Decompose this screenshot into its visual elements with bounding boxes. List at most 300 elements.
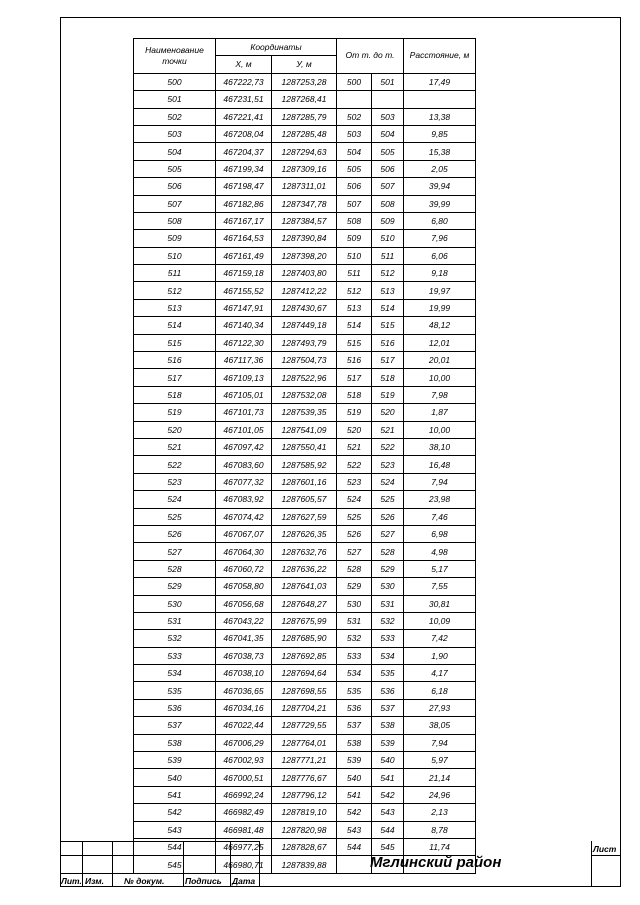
from-point-cell: 536 [337,699,372,716]
y-coordinate-cell: 1287430,67 [272,299,337,316]
to-point-cell: 528 [372,543,404,560]
table-row [134,595,476,612]
x-coordinate-cell: 467182,86 [216,195,272,212]
point-name-cell: 534 [134,665,216,682]
table-row [134,247,476,264]
point-name-cell: 524 [134,491,216,508]
header-from-to: От т. до т. [337,39,404,74]
y-coordinate-cell: 1287285,48 [272,125,337,142]
table-header-row [134,39,476,56]
to-point-cell: 544 [372,821,404,838]
point-name-cell: 527 [134,543,216,560]
header-y: У, м [272,56,337,73]
to-point-cell: 515 [372,317,404,334]
to-point-cell: 507 [372,178,404,195]
distance-cell: 4,17 [404,665,476,682]
x-coordinate-cell: 467161,49 [216,247,272,264]
from-point-cell: 508 [337,212,372,229]
table-row [134,491,476,508]
to-point-cell: 520 [372,404,404,421]
distance-cell: 8,78 [404,821,476,838]
x-coordinate-cell: 467006,29 [216,734,272,751]
table-row [134,91,476,108]
from-point-cell: 531 [337,612,372,629]
from-point-cell: 521 [337,438,372,455]
table-row [134,108,476,125]
to-point-cell: 517 [372,352,404,369]
point-name-cell: 509 [134,230,216,247]
to-point-cell: 524 [372,473,404,490]
table-row [134,195,476,212]
table-row [134,734,476,751]
from-point-cell: 527 [337,543,372,560]
point-name-cell: 515 [134,334,216,351]
point-name-cell: 528 [134,560,216,577]
to-point-cell: 536 [372,682,404,699]
distance-cell: 10,00 [404,421,476,438]
y-coordinate-cell: 1287253,28 [272,73,337,90]
to-point-cell: 522 [372,438,404,455]
y-coordinate-cell: 1287820,98 [272,821,337,838]
x-coordinate-cell: 467002,93 [216,752,272,769]
point-name-cell: 513 [134,299,216,316]
x-coordinate-cell: 467064,30 [216,543,272,560]
point-name-cell: 538 [134,734,216,751]
distance-cell: 17,49 [404,73,476,90]
distance-cell: 7,94 [404,734,476,751]
point-name-cell: 526 [134,525,216,542]
point-name-cell: 541 [134,786,216,803]
point-name-cell: 500 [134,73,216,90]
y-coordinate-cell: 1287819,10 [272,804,337,821]
distance-cell: 6,98 [404,525,476,542]
to-point-cell: 537 [372,699,404,716]
x-coordinate-cell: 467117,36 [216,352,272,369]
x-coordinate-cell: 466982,49 [216,804,272,821]
point-name-cell: 536 [134,699,216,716]
y-coordinate-cell: 1287694,64 [272,665,337,682]
to-point-cell: 543 [372,804,404,821]
x-coordinate-cell: 466992,24 [216,786,272,803]
document-title: Мглинский район [370,854,502,871]
title-block [60,841,621,887]
table-row [134,560,476,577]
distance-cell: 9,85 [404,125,476,142]
y-coordinate-cell: 1287685,90 [272,630,337,647]
y-coordinate-cell: 1287698,55 [272,682,337,699]
x-coordinate-cell: 466977,25 [216,838,272,855]
to-point-cell: 513 [372,282,404,299]
to-point-cell: 504 [372,125,404,142]
distance-cell: 48,12 [404,317,476,334]
to-point-cell: 518 [372,369,404,386]
coordinates-table [133,38,476,874]
point-name-cell: 517 [134,369,216,386]
point-name-cell: 539 [134,752,216,769]
y-coordinate-cell: 1287539,35 [272,404,337,421]
point-name-cell: 503 [134,125,216,142]
table-row [134,438,476,455]
table-row [134,821,476,838]
table-row [134,769,476,786]
to-point-cell: 503 [372,108,404,125]
from-point-cell: 505 [337,160,372,177]
table-row [134,212,476,229]
to-point-cell: 542 [372,786,404,803]
to-point-cell: 521 [372,421,404,438]
to-point-cell: 534 [372,647,404,664]
to-point-cell: 540 [372,752,404,769]
table-row [134,473,476,490]
x-coordinate-cell: 467056,68 [216,595,272,612]
distance-cell: 1,90 [404,647,476,664]
x-coordinate-cell: 467097,42 [216,438,272,455]
header-coordinates: Координаты [216,39,337,56]
distance-cell: 2,13 [404,804,476,821]
to-point-cell: 529 [372,560,404,577]
table-row [134,73,476,90]
table-row [134,317,476,334]
y-coordinate-cell: 1287347,78 [272,195,337,212]
from-point-cell: 538 [337,734,372,751]
to-point-cell: 511 [372,247,404,264]
y-coordinate-cell: 1287311,01 [272,178,337,195]
distance-cell [404,91,476,108]
to-point-cell: 538 [372,717,404,734]
table-row [134,160,476,177]
label-sheet: Лист [593,844,617,854]
to-point-cell [372,91,404,108]
distance-cell: 1,87 [404,404,476,421]
y-coordinate-cell: 1287390,84 [272,230,337,247]
point-name-cell: 519 [134,404,216,421]
x-coordinate-cell: 467083,60 [216,456,272,473]
from-point-cell: 537 [337,717,372,734]
point-name-cell: 544 [134,838,216,855]
to-point-cell: 516 [372,334,404,351]
distance-cell: 19,97 [404,282,476,299]
to-point-cell: 526 [372,508,404,525]
from-point-cell: 539 [337,752,372,769]
point-name-cell: 525 [134,508,216,525]
table-row [134,421,476,438]
from-point-cell: 519 [337,404,372,421]
distance-cell: 23,98 [404,491,476,508]
distance-cell: 16,48 [404,456,476,473]
from-point-cell: 530 [337,595,372,612]
from-point-cell: 515 [337,334,372,351]
from-point-cell: 514 [337,317,372,334]
x-coordinate-cell: 467036,65 [216,682,272,699]
distance-cell: 6,18 [404,682,476,699]
x-coordinate-cell: 467167,17 [216,212,272,229]
distance-cell: 6,80 [404,212,476,229]
table-row [134,125,476,142]
point-name-cell: 508 [134,212,216,229]
from-point-cell: 516 [337,352,372,369]
to-point-cell: 530 [372,578,404,595]
x-coordinate-cell: 466980,71 [216,856,272,873]
to-point-cell: 532 [372,612,404,629]
y-coordinate-cell: 1287412,22 [272,282,337,299]
x-coordinate-cell: 467038,10 [216,665,272,682]
distance-cell: 7,96 [404,230,476,247]
y-coordinate-cell: 1287729,55 [272,717,337,734]
y-coordinate-cell: 1287384,57 [272,212,337,229]
x-coordinate-cell: 467000,51 [216,769,272,786]
y-coordinate-cell: 1287522,96 [272,369,337,386]
table-row [134,334,476,351]
distance-cell: 12,01 [404,334,476,351]
distance-cell: 19,99 [404,299,476,316]
from-point-cell: 523 [337,473,372,490]
point-name-cell: 505 [134,160,216,177]
x-coordinate-cell: 467058,80 [216,578,272,595]
x-coordinate-cell: 467041,35 [216,630,272,647]
to-point-cell: 533 [372,630,404,647]
distance-cell: 30,81 [404,595,476,612]
distance-cell: 10,09 [404,612,476,629]
x-coordinate-cell: 467060,72 [216,560,272,577]
label-signature: Подпись [185,876,222,886]
point-name-cell: 502 [134,108,216,125]
distance-cell: 39,99 [404,195,476,212]
y-coordinate-cell: 1287641,03 [272,578,337,595]
x-coordinate-cell: 467109,13 [216,369,272,386]
header-point-name: Наименование точки [134,39,216,74]
y-coordinate-cell: 1287771,21 [272,752,337,769]
distance-cell: 13,38 [404,108,476,125]
point-name-cell: 545 [134,856,216,873]
to-point-cell: 531 [372,595,404,612]
point-name-cell: 518 [134,386,216,403]
point-name-cell: 512 [134,282,216,299]
from-point-cell: 528 [337,560,372,577]
y-coordinate-cell: 1287632,76 [272,543,337,560]
table-row [134,682,476,699]
x-coordinate-cell: 467199,34 [216,160,272,177]
to-point-cell: 506 [372,160,404,177]
table-row [134,299,476,316]
distance-cell: 20,01 [404,352,476,369]
distance-cell: 5,97 [404,752,476,769]
table-row [134,282,476,299]
point-name-cell: 522 [134,456,216,473]
table-body [134,73,476,873]
point-name-cell: 532 [134,630,216,647]
distance-cell: 15,38 [404,143,476,160]
y-coordinate-cell: 1287627,59 [272,508,337,525]
y-coordinate-cell: 1287605,57 [272,491,337,508]
to-point-cell: 525 [372,491,404,508]
x-coordinate-cell: 467101,73 [216,404,272,421]
to-point-cell: 539 [372,734,404,751]
label-doc-number: № докум. [124,876,165,886]
x-coordinate-cell: 467222,73 [216,73,272,90]
y-coordinate-cell: 1287585,92 [272,456,337,473]
to-point-cell: 514 [372,299,404,316]
x-coordinate-cell: 467077,32 [216,473,272,490]
x-coordinate-cell: 467140,34 [216,317,272,334]
distance-cell: 27,93 [404,699,476,716]
x-coordinate-cell: 466981,48 [216,821,272,838]
x-coordinate-cell: 467231,51 [216,91,272,108]
distance-cell: 2,05 [404,160,476,177]
distance-cell: 7,94 [404,473,476,490]
distance-cell: 10,00 [404,369,476,386]
table-row [134,647,476,664]
y-coordinate-cell: 1287764,01 [272,734,337,751]
point-name-cell: 531 [134,612,216,629]
table-row [134,578,476,595]
to-point-cell: 523 [372,456,404,473]
distance-cell: 24,96 [404,786,476,803]
x-coordinate-cell: 467101,05 [216,421,272,438]
x-coordinate-cell: 467164,53 [216,230,272,247]
header-distance: Расстояние, м [404,39,476,74]
table-row [134,525,476,542]
point-name-cell: 542 [134,804,216,821]
to-point-cell: 501 [372,73,404,90]
point-name-cell: 521 [134,438,216,455]
table-row [134,699,476,716]
distance-cell: 21,14 [404,769,476,786]
point-name-cell: 510 [134,247,216,264]
distance-cell: 39,94 [404,178,476,195]
from-point-cell: 544 [337,838,372,855]
point-name-cell: 507 [134,195,216,212]
y-coordinate-cell: 1287403,80 [272,265,337,282]
distance-cell: 5,17 [404,560,476,577]
x-coordinate-cell: 467067,07 [216,525,272,542]
table-row [134,804,476,821]
y-coordinate-cell: 1287828,67 [272,838,337,855]
from-point-cell: 509 [337,230,372,247]
to-point-cell: 535 [372,665,404,682]
from-point-cell: 520 [337,421,372,438]
point-name-cell: 520 [134,421,216,438]
from-point-cell: 525 [337,508,372,525]
from-point-cell: 507 [337,195,372,212]
from-point-cell: 535 [337,682,372,699]
y-coordinate-cell: 1287532,08 [272,386,337,403]
from-point-cell: 513 [337,299,372,316]
y-coordinate-cell: 1287309,16 [272,160,337,177]
from-point-cell: 503 [337,125,372,142]
from-point-cell: 533 [337,647,372,664]
point-name-cell: 529 [134,578,216,595]
x-coordinate-cell: 467105,01 [216,386,272,403]
table-row [134,178,476,195]
x-coordinate-cell: 467221,41 [216,108,272,125]
point-name-cell: 511 [134,265,216,282]
from-point-cell: 510 [337,247,372,264]
point-name-cell: 501 [134,91,216,108]
from-point-cell: 524 [337,491,372,508]
y-coordinate-cell: 1287493,79 [272,334,337,351]
from-point-cell: 522 [337,456,372,473]
from-point-cell: 543 [337,821,372,838]
point-name-cell: 530 [134,595,216,612]
distance-cell: 6,06 [404,247,476,264]
distance-cell: 7,42 [404,630,476,647]
y-coordinate-cell: 1287449,18 [272,317,337,334]
point-name-cell: 516 [134,352,216,369]
y-coordinate-cell: 1287636,22 [272,560,337,577]
to-point-cell: 519 [372,386,404,403]
y-coordinate-cell: 1287294,63 [272,143,337,160]
to-point-cell: 545 [372,838,404,855]
x-coordinate-cell: 467204,37 [216,143,272,160]
x-coordinate-cell: 467198,47 [216,178,272,195]
y-coordinate-cell: 1287839,88 [272,856,337,873]
from-point-cell: 541 [337,786,372,803]
x-coordinate-cell: 467043,22 [216,612,272,629]
from-point-cell: 517 [337,369,372,386]
from-point-cell: 511 [337,265,372,282]
point-name-cell: 523 [134,473,216,490]
table-row [134,752,476,769]
from-point-cell: 529 [337,578,372,595]
from-point-cell: 542 [337,804,372,821]
to-point-cell: 512 [372,265,404,282]
x-coordinate-cell: 467122,30 [216,334,272,351]
table-row [134,543,476,560]
table-row [134,717,476,734]
y-coordinate-cell: 1287776,67 [272,769,337,786]
distance-cell: 38,10 [404,438,476,455]
to-point-cell: 541 [372,769,404,786]
y-coordinate-cell: 1287268,41 [272,91,337,108]
distance-cell: 11,74 [404,838,476,855]
y-coordinate-cell: 1287550,41 [272,438,337,455]
table-row [134,265,476,282]
from-point-cell: 512 [337,282,372,299]
distance-cell: 4,98 [404,543,476,560]
table-row [134,386,476,403]
y-coordinate-cell: 1287504,73 [272,352,337,369]
from-point-cell: 532 [337,630,372,647]
y-coordinate-cell: 1287796,12 [272,786,337,803]
label-lit: Лит. [61,876,82,886]
from-point-cell: 518 [337,386,372,403]
from-point-cell: 534 [337,665,372,682]
from-point-cell: 502 [337,108,372,125]
y-coordinate-cell: 1287626,35 [272,525,337,542]
point-name-cell: 543 [134,821,216,838]
distance-cell: 7,46 [404,508,476,525]
x-coordinate-cell: 467155,52 [216,282,272,299]
table-row [134,630,476,647]
point-name-cell: 514 [134,317,216,334]
point-name-cell: 506 [134,178,216,195]
point-name-cell: 533 [134,647,216,664]
to-point-cell: 508 [372,195,404,212]
distance-cell: 38,05 [404,717,476,734]
x-coordinate-cell: 467074,42 [216,508,272,525]
table-row [134,456,476,473]
x-coordinate-cell: 467083,92 [216,491,272,508]
distance-cell: 9,18 [404,265,476,282]
y-coordinate-cell: 1287675,99 [272,612,337,629]
label-izm: Изм. [85,876,104,886]
to-point-cell: 509 [372,212,404,229]
from-point-cell: 540 [337,769,372,786]
x-coordinate-cell: 467034,16 [216,699,272,716]
to-point-cell: 527 [372,525,404,542]
y-coordinate-cell: 1287648,27 [272,595,337,612]
point-name-cell: 504 [134,143,216,160]
